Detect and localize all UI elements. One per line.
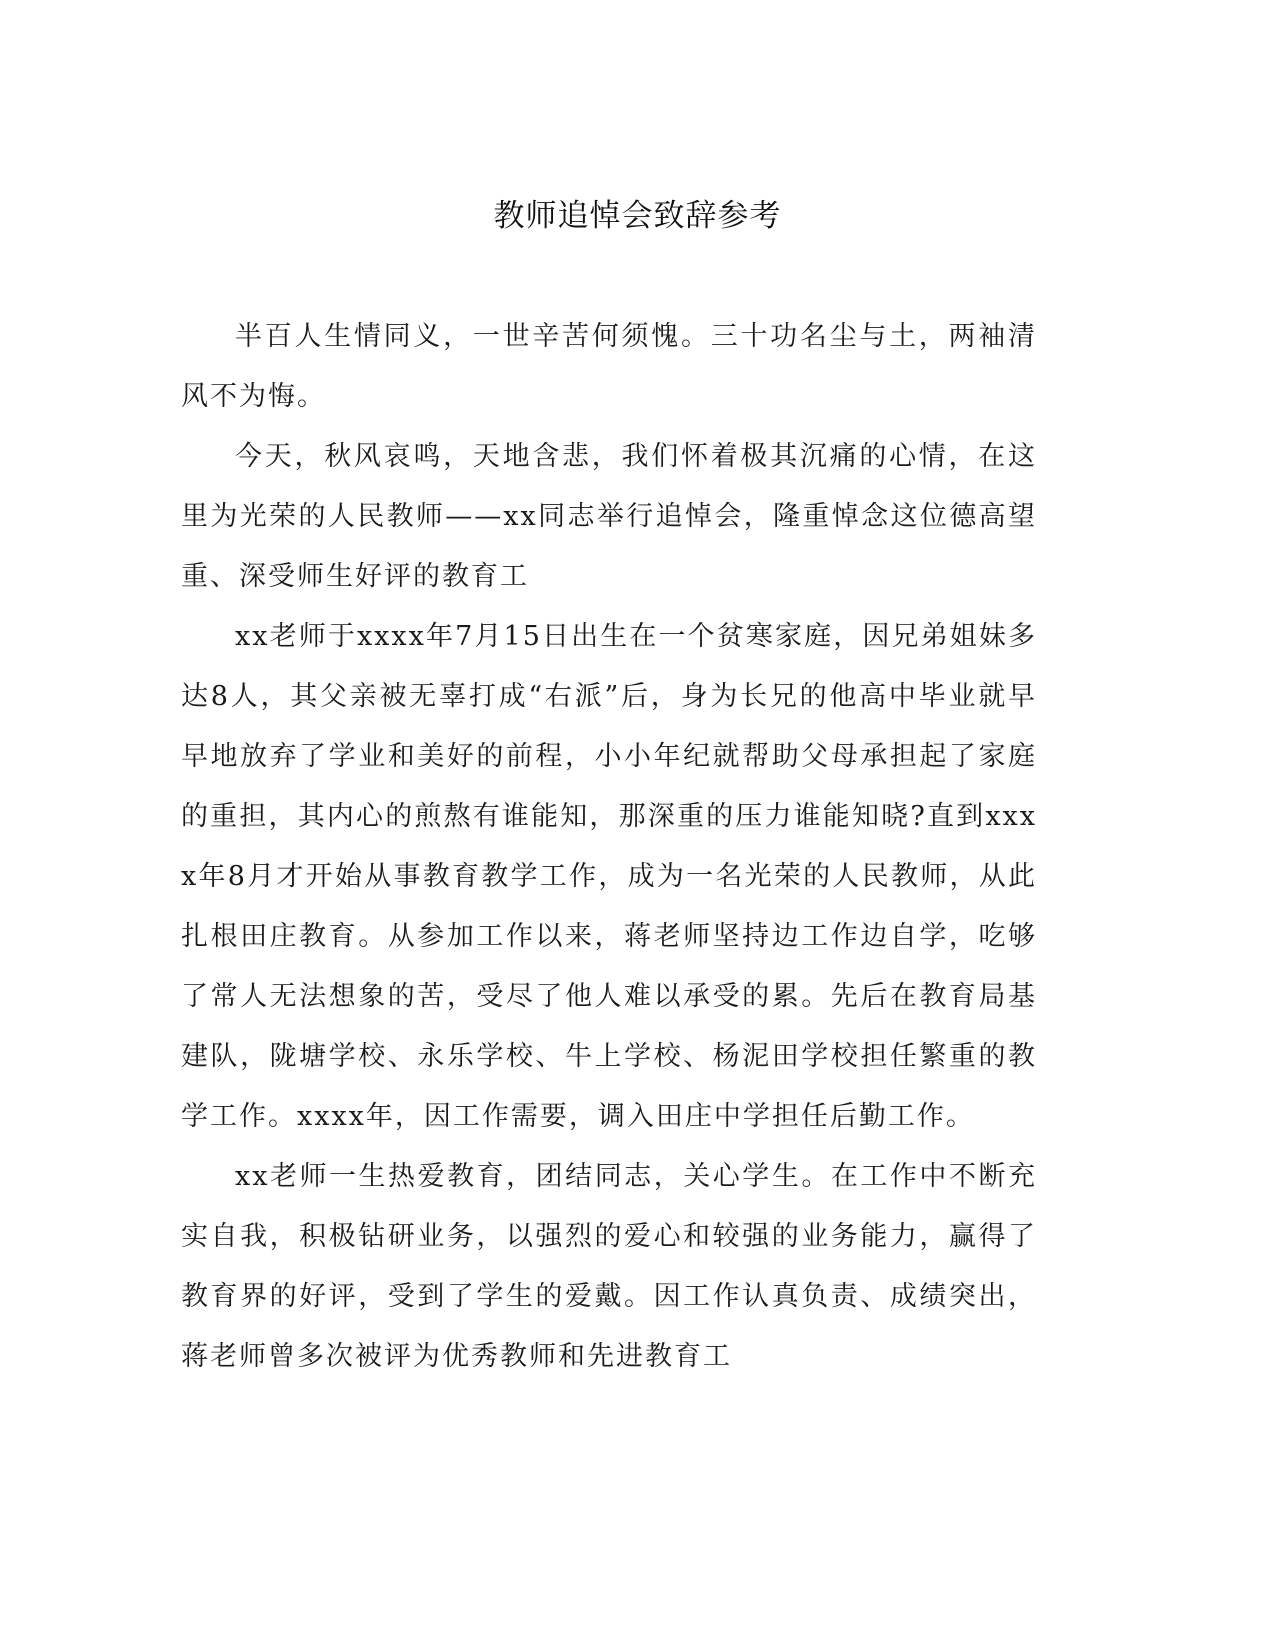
paragraph-opening: 今天，秋风哀鸣，天地含悲，我们怀着极其沉痛的心情，在这里为光荣的人民教师——xx同志举行追悼会，隆重悼念这位德高望重、深受师生好评的教育工	[181, 441, 1037, 592]
paragraph-achievements: xx老师一生热爱教育，团结同志，关心学生。在工作中不断充实自我，积极钻研业务，以强烈的爱心和较强的业务能力，赢得了教育界的好评，受到了学生的爱戴。因工作认真负责、成绩突出，蒋老师曾多次被评为优秀教师和先进教育工	[181, 1161, 1037, 1372]
document-body	[181, 307, 1037, 1387]
document-title: 教师追悼会致辞参考	[493, 198, 782, 234]
paragraph-poem: 半百人生情同义，一世辛苦何须愧。三十功名尘与土，两袖清风不为悔。	[181, 321, 1037, 412]
paragraph-biography: xx老师于xxxx年7月15日出生在一个贫寒家庭，因兄弟姐妹多达8人，其父亲被无辜打成“右派”后，身为长兄的他高中毕业就早早地放弃了学业和美好的前程，小小年纪就帮助父母承担起了家庭的重担，其内心的煎熬有谁能知，那深重的压力谁能知晓?直到xxxx年8月才开始从事教育教学工作，成为一名光荣的人民教师，从此扎根田庄教育。从参加工作以来，蒋老师坚持边工作边自学，吃够了常人无法想象的苦，受尽了他人难以承受的累。先后在教育局基建队，陇塘学校、永乐学校、牛上学校、杨泥田学校担任繁重的教学工作。xxxx年，因工作需要，调入田庄中学担任后勤工作。	[181, 621, 1037, 1132]
